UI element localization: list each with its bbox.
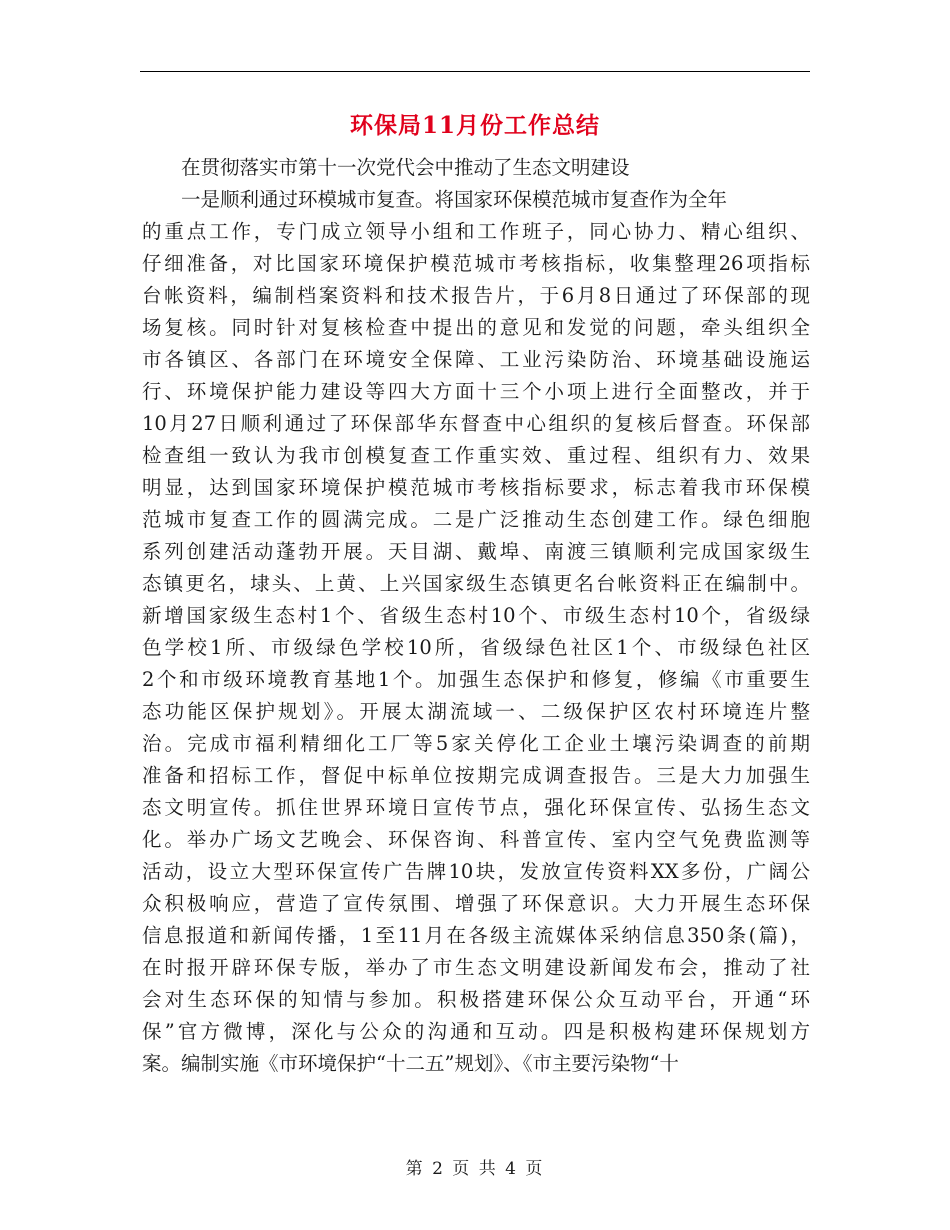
body-line: 场复核。同时针对复核检查中提出的意见和发觉的问题，牵头组织全 — [142, 316, 810, 339]
body-line: 活动，设立大型环保宣传广告牌10块，发放宣传资料XX多份，广阔公 — [142, 860, 810, 883]
body-line: 10月27日顺利通过了环保部华东督查中心组织的复核后督查。环保部 — [142, 412, 810, 435]
body-line: 系列创建活动蓬勃开展。天目湖、戴埠、南渡三镇顺利完成国家级生 — [142, 540, 810, 563]
body-line: 态功能区保护规划》。开展太湖流域一、二级保护区农村环境连片整 — [142, 700, 810, 723]
body-line: 案。编制实施《市环境保护“十二五”规划》、《市主要污染物“十 — [142, 1052, 679, 1075]
body-line: 新增国家级生态村1个、省级生态村10个、市级生态村10个，省级绿 — [142, 604, 810, 627]
body-line: 一是顺利通过环模城市复查。将国家环保模范城市复查作为全年 — [181, 188, 728, 211]
body-line: 的重点工作，专门成立领导小组和工作班子，同心协力、精心组织、 — [142, 220, 810, 243]
body-line: 台帐资料，编制档案资料和技术报告片，于6月8日通过了环保部的现 — [142, 284, 810, 307]
body-line: 众积极响应，营造了宣传氛围、增强了环保意识。大力开展生态环保 — [142, 892, 810, 915]
document-body — [142, 152, 810, 1080]
body-line: 化。举办广场文艺晚会、环保咨询、科普宣传、室内空气免费监测等 — [142, 828, 810, 851]
body-line: 在时报开辟环保专版，举办了市生态文明建设新闻发布会，推动了社 — [142, 956, 810, 979]
body-line: 2个和市级环境教育基地1个。加强生态保护和修复，修编《市重要生 — [142, 668, 810, 691]
body-line: 治。完成市福利精细化工厂等5家关停化工企业土壤污染调查的前期 — [142, 732, 810, 755]
body-line: 范城市复查工作的圆满完成。二是广泛推动生态创建工作。绿色细胞 — [142, 508, 810, 531]
page-number: 第 2 页 共 4 页 — [405, 1159, 545, 1179]
body-line: 市各镇区、各部门在环境安全保障、工业污染防治、环境基础设施运 — [142, 348, 810, 371]
body-line: 检查组一致认为我市创模复查工作重实效、重过程、组织有力、效果 — [142, 444, 810, 467]
body-line: 准备和招标工作，督促中标单位按期完成调查报告。三是大力加强生 — [142, 764, 810, 787]
body-line: 明显，达到国家环境保护模范城市考核指标要求，标志着我市环保模 — [142, 476, 810, 499]
body-line: 态镇更名，埭头、上黄、上兴国家级生态镇更名台帐资料正在编制中。 — [142, 572, 810, 595]
body-line: 保”官方微博，深化与公众的沟通和互动。四是积极构建环保规划方 — [142, 1020, 810, 1043]
body-line: 在贯彻落实市第十一次党代会中推动了生态文明建设 — [181, 156, 630, 179]
header-rule — [140, 71, 810, 72]
document-title: 环保局11月份工作总结 — [349, 112, 600, 139]
body-line: 信息报道和新闻传播，1至11月在各级主流媒体采纳信息350条(篇)， — [142, 924, 810, 947]
body-line: 行、环境保护能力建设等四大方面十三个小项上进行全面整改，并于 — [142, 380, 810, 403]
body-line: 色学校1所、市级绿色学校10所，省级绿色社区1个、市级绿色社区 — [142, 636, 810, 659]
body-line: 会对生态环保的知情与参加。积极搭建环保公众互动平台，开通“环 — [142, 988, 810, 1011]
body-line: 仔细准备，对比国家环境保护模范城市考核指标，收集整理26项指标 — [142, 252, 810, 275]
body-line: 态文明宣传。抓住世界环境日宣传节点，强化环保宣传、弘扬生态文 — [142, 796, 810, 819]
